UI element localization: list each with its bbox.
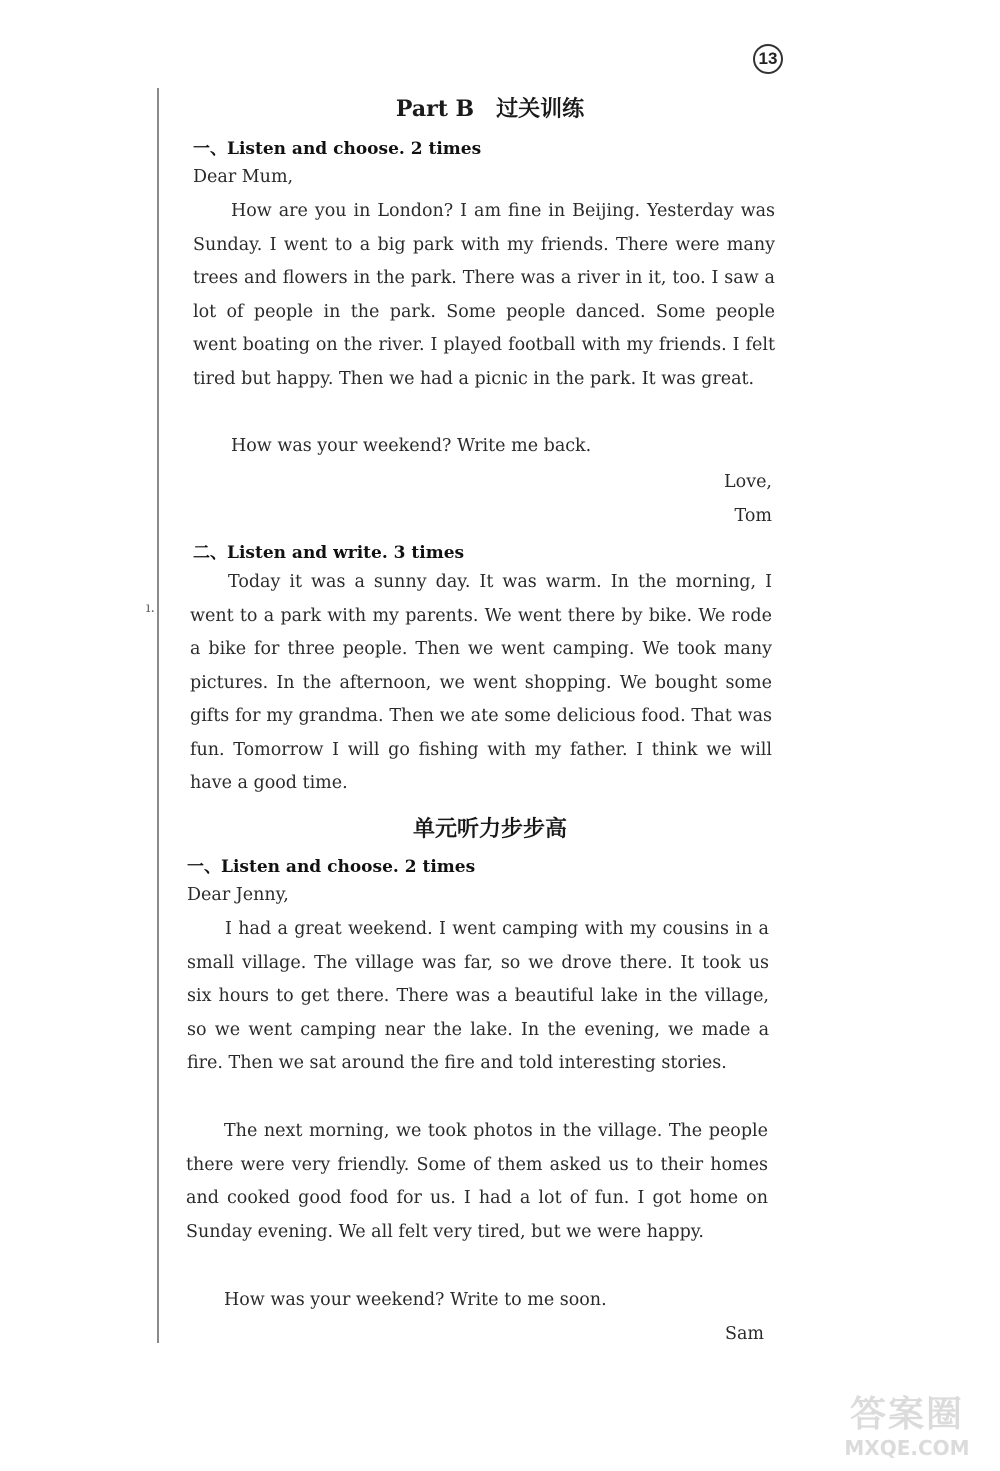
unit-section-1-heading: 一、Listen and choose. 2 times — [187, 857, 476, 877]
watermark-logo — [832, 1386, 982, 1466]
unit-letter-paragraph-2: The next morning, we took photos in the village. The people there were very friendly. Some of them asked us to their homes and cooked good food for us. I had a lot of fun. I got home on Sunday evening. We all felt very tired, but we were happy. — [186, 1121, 768, 1242]
section-2-heading: 二、Listen and write. 3 times — [193, 543, 465, 563]
unit-letter-paragraph-1: I had a great weekend. I went camping with my cousins in a small village. The village was far, so we drove there. It took us six hours to get there. There was a beautiful lake in the village, so we went camping near the lake. In the evening, we made a fire. Then we sat around the fire and told interesting stories. — [187, 919, 769, 1073]
letter-paragraph-1: How are you in London? I am fine in Beijing. Yesterday was Sunday. I went to a big park with my friends. There were many trees and flowers in the park. There was a river in it, too. I saw a lot of people in the park. Some people danced. Some people went boating on the river. I played football with my friends. I felt tired but happy. Then we had a picnic in the park. It was great. — [193, 201, 775, 389]
letter-greeting: Dear Mum, — [193, 167, 294, 187]
letter-signature: Tom — [734, 506, 772, 526]
part-b-title: Part B 过关训练 — [395, 96, 585, 122]
watermark-url: MXQE.COM — [844, 1436, 970, 1460]
margin-mark: ı. — [146, 600, 155, 616]
unit-title: 单元听力步步高 — [412, 816, 567, 842]
letter-paragraph-2: How was your weekend? Write me back. — [231, 436, 592, 456]
unit-letter-greeting: Dear Jenny, — [187, 885, 289, 905]
unit-letter-signature: Sam — [724, 1324, 764, 1344]
page-number: 13 — [753, 44, 783, 74]
section-1-heading: 一、Listen and choose. 2 times — [193, 139, 482, 159]
watermark-title: 答案圈 — [849, 1394, 964, 1435]
unit-letter-paragraph-3: How was your weekend? Write to me soon. — [224, 1290, 607, 1310]
margin-rule — [157, 88, 159, 1343]
letter-closing: Love, — [724, 472, 772, 492]
dictation-paragraph: Today it was a sunny day. It was warm. In the morning, I went to a park with my parents. We went there by bike. We rode a bike for three people. Then we went camping. We took many pictures. In the afternoon, we went shopping. We bought some gifts for my grandma. Then we ate some delicious food. That was fun. Tomorrow I will go fishing with my father. I think we will have a good time. — [190, 572, 772, 793]
